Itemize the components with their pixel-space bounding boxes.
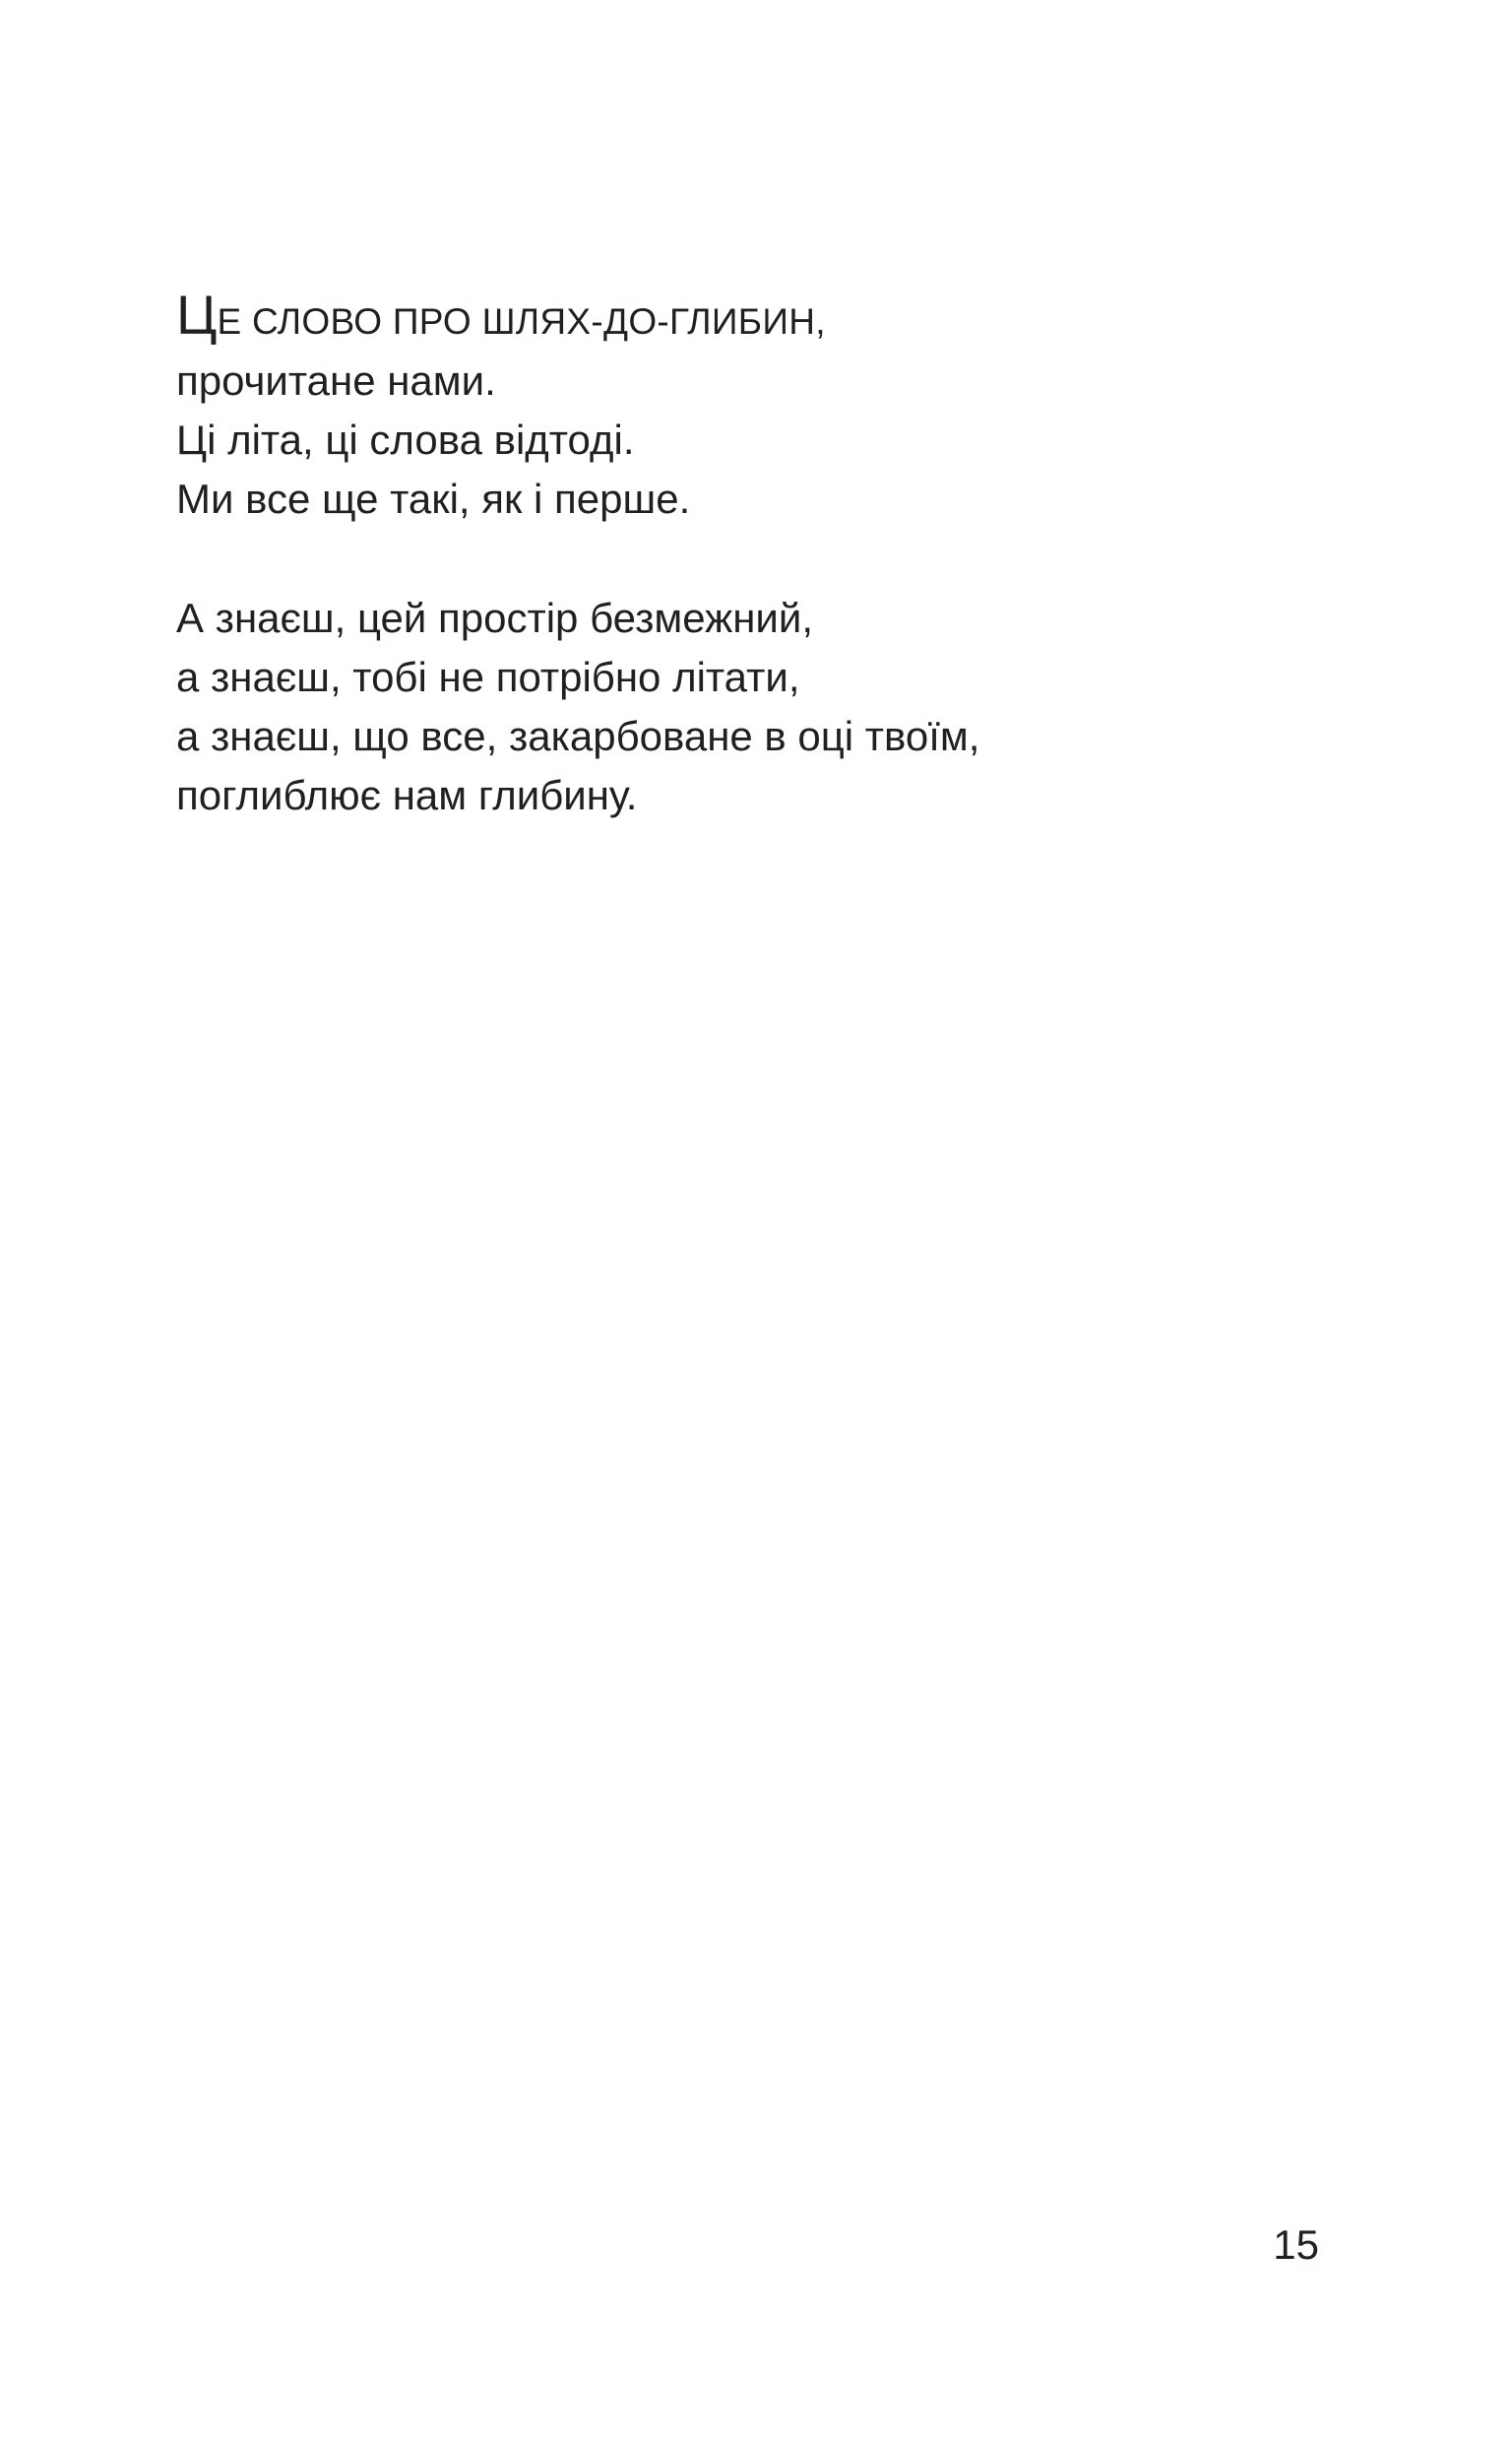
poem <box>176 286 1357 825</box>
poem-line-6: а знаєш, тобі не потрібно літати, <box>176 654 800 700</box>
poem-line-5: А знаєш, цей простір безмежний, <box>176 595 814 641</box>
stanza-2 <box>176 589 1357 825</box>
small-caps-opening: Е СЛОВО ПРО ШЛЯХ-ДО-ГЛИБИН, <box>217 301 826 342</box>
stanza-1 <box>176 286 1357 529</box>
poem-line-2: прочитане нами. <box>176 357 496 404</box>
poem-line-4: Ми все ще такі, як і перше. <box>176 476 691 522</box>
drop-cap: Ц <box>176 284 218 346</box>
page-number: 15 <box>1273 2221 1319 2268</box>
poem-line-8: поглиблює нам глибину. <box>176 772 638 818</box>
poem-line-1 <box>176 286 1357 352</box>
poem-line-3: Ці літа, ці слова відтоді. <box>176 417 635 463</box>
poem-line-7: а знаєш, що все, закарбоване в оці твоїм, <box>176 713 980 759</box>
